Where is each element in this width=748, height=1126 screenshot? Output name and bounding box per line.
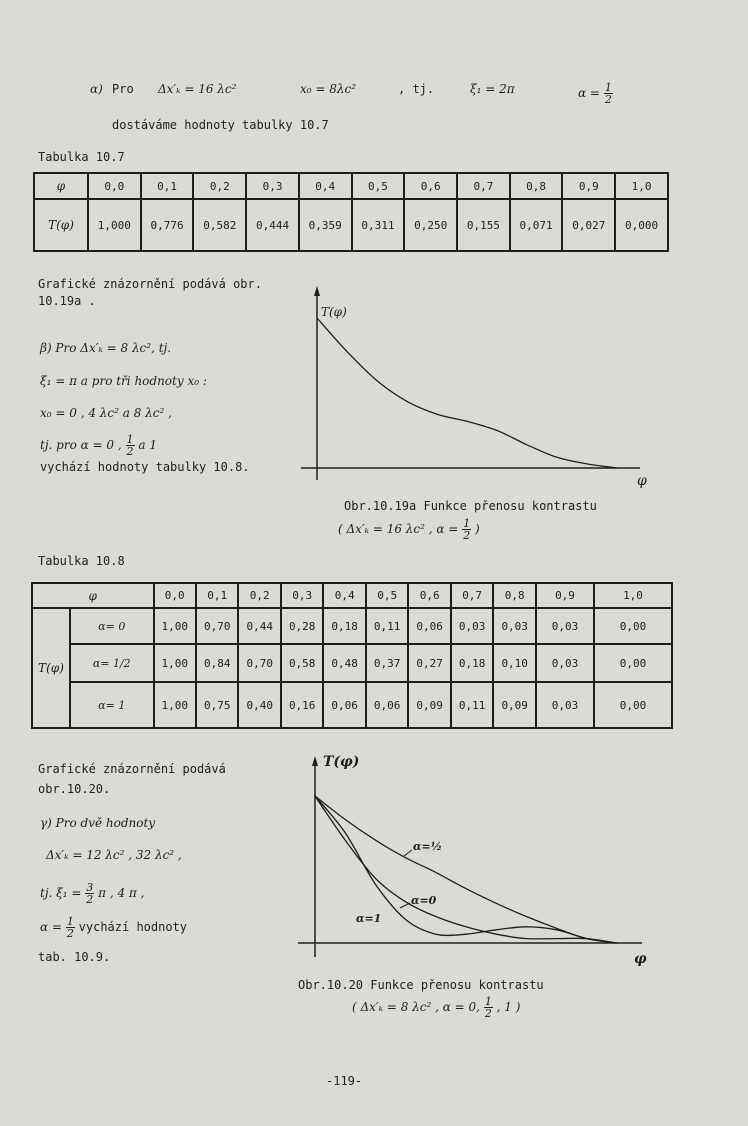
gamma-alpha-expr xyxy=(40,916,187,939)
table2-phi-cell: 0,7 xyxy=(451,583,493,608)
beta-eq: β) Pro Δx′ₖ = 8 λc², tj. xyxy=(40,341,172,355)
table1-phi-cell: 0,1 xyxy=(141,173,194,199)
gamma-eq: γ) Pro dvě hodnoty xyxy=(40,816,156,830)
alpha-pro: Pro xyxy=(112,82,134,96)
table2-cell: 0,28 xyxy=(281,608,323,644)
fig2-caption2b: , 1 ) xyxy=(496,1000,521,1014)
table2-cell: 0,27 xyxy=(408,644,450,682)
fig2-caption2a: ( Δx′ₖ = 8 λc² , α = 0, xyxy=(352,1000,480,1014)
table2-phi-cell: 0,1 xyxy=(196,583,238,608)
table2-cell: 0,03 xyxy=(536,608,594,644)
table1-T-cell: 1,000 xyxy=(88,199,141,251)
table2-cell: 0,18 xyxy=(451,644,493,682)
table1-phi-cell: 1,0 xyxy=(615,173,668,199)
table1-T-cell: 0,311 xyxy=(352,199,405,251)
fig2-y-label: T(φ) xyxy=(323,754,360,770)
gamma-xi-expr xyxy=(40,882,144,905)
table2-cell: 0,11 xyxy=(366,608,408,644)
fig1-frac-num: 1 xyxy=(463,517,471,530)
gamma-line1: Grafické znázornění podává xyxy=(38,762,226,776)
gamma-delta-x: Δx′ₖ = 12 λc² , 32 λc² , xyxy=(46,848,182,862)
table2-cell: 0,84 xyxy=(196,644,238,682)
table2-caption: Tabulka 10.8 xyxy=(38,554,125,568)
table2-cell: 0,40 xyxy=(238,682,280,728)
fig2-leader-zero xyxy=(400,903,410,908)
table2-phi-cell: 0,4 xyxy=(323,583,365,608)
table1-phi-header: φ xyxy=(34,173,88,199)
table2-alpha-label: α= 1/2 xyxy=(70,644,154,682)
gamma-line2: obr.10.20. xyxy=(38,782,111,796)
table2-cell: 0,03 xyxy=(451,608,493,644)
table2-cell: 0,16 xyxy=(281,682,323,728)
table2-alpha-label: α= 0 xyxy=(70,608,154,644)
fig1-curve xyxy=(317,318,617,468)
gamma-alpha-num: 1 xyxy=(66,915,74,928)
table1-T-header: T(φ) xyxy=(34,199,88,251)
table2-cell: 0,06 xyxy=(323,682,365,728)
table2-phi-cell: 0,9 xyxy=(536,583,594,608)
alpha-x0: x₀ = 8λc² xyxy=(300,82,357,96)
fig2-caption1: Obr.10.20 Funkce přenosu kontrastu xyxy=(298,978,544,992)
beta-frac-num: 1 xyxy=(126,433,134,446)
table2-cell: 0,11 xyxy=(451,682,493,728)
table2-alpha-label: α= 1 xyxy=(70,682,154,728)
alpha-alpha: α = xyxy=(578,86,600,100)
beta-tjpro-expr xyxy=(40,434,157,457)
fig1-frac-den: 2 xyxy=(463,529,471,542)
beta-a1: a 1 xyxy=(138,438,157,452)
table2-cell: 1,00 xyxy=(154,644,196,682)
table2-cell: 1,00 xyxy=(154,608,196,644)
alpha-frac-num: 1 xyxy=(604,81,612,94)
table1-T-row xyxy=(34,199,668,251)
table2-cell: 0,70 xyxy=(238,644,280,682)
table1-T-cell: 0,582 xyxy=(193,199,246,251)
table2-cell: 0,03 xyxy=(536,644,594,682)
table2-row-alpha0 xyxy=(32,608,672,644)
beta-line-end: vychází hodnoty tabulky 10.8. xyxy=(40,460,250,474)
table2-phi-cell: 1,0 xyxy=(594,583,672,608)
fig2-frac-den: 2 xyxy=(484,1007,492,1020)
table2-phi-cell: 0,3 xyxy=(281,583,323,608)
fig1-x-label: φ xyxy=(637,473,647,489)
alpha-alpha-expr xyxy=(578,82,613,105)
fig2-label-alpha-zero: α=0 xyxy=(411,894,437,907)
gamma-frac-den: 2 xyxy=(86,893,94,906)
gamma-alpha: α = xyxy=(40,920,62,934)
table2-phi-cell: 0,8 xyxy=(493,583,536,608)
gamma-tj-xi: tj. ξ₁ = xyxy=(40,886,82,900)
table1-phi-row xyxy=(34,173,668,199)
figure-10-19a xyxy=(295,280,655,490)
table2-phi-header: φ xyxy=(32,583,154,608)
alpha-label: α) xyxy=(90,82,103,96)
fig2-label-alpha-half: α=½ xyxy=(413,840,443,853)
figure-10-20 xyxy=(290,752,660,968)
alpha-frac-den: 2 xyxy=(604,93,612,106)
table1-phi-cell: 0,5 xyxy=(352,173,405,199)
beta-line2: 10.19a . xyxy=(38,294,96,308)
table2-cell: 0,44 xyxy=(238,608,280,644)
alpha-fraction xyxy=(604,82,613,105)
table2-cell: 0,06 xyxy=(366,682,408,728)
fig2-leader-half xyxy=(404,850,412,856)
table2-cell: 0,58 xyxy=(281,644,323,682)
table-10-8 xyxy=(31,582,673,729)
table2-cell: 0,37 xyxy=(366,644,408,682)
table1-T-cell: 0,250 xyxy=(404,199,457,251)
gamma-alpha-den: 2 xyxy=(66,927,74,940)
table2-cell: 0,03 xyxy=(536,682,594,728)
table2-cell: 0,03 xyxy=(493,608,536,644)
fig1-caption2 xyxy=(338,518,480,541)
table2-cell: 0,75 xyxy=(196,682,238,728)
table1-phi-cell: 0,7 xyxy=(457,173,510,199)
fig2-caption2 xyxy=(352,996,520,1019)
table1-phi-cell: 0,8 xyxy=(510,173,563,199)
table2-cell: 0,06 xyxy=(408,608,450,644)
table2-phi-cell: 0,6 xyxy=(408,583,450,608)
table1-T-cell: 0,000 xyxy=(615,199,668,251)
table2-cell: 0,18 xyxy=(323,608,365,644)
fig1-y-arrow xyxy=(314,286,320,296)
gamma-fraction xyxy=(85,882,94,905)
table2-row-alpha-half xyxy=(32,644,672,682)
fig2-label-alpha-one: α=1 xyxy=(356,912,382,925)
gamma-pi-rest: π , 4 π , xyxy=(98,886,145,900)
table1-phi-cell: 0,4 xyxy=(299,173,352,199)
alpha-xi: ξ₁ = 2π xyxy=(470,82,515,96)
table2-T-header: T(φ) xyxy=(32,608,70,728)
table1-phi-cell: 0,6 xyxy=(404,173,457,199)
table1-T-cell: 0,776 xyxy=(141,199,194,251)
gamma-tab: tab. 10.9. xyxy=(38,950,111,964)
table2-row-alpha1 xyxy=(32,682,672,728)
table1-T-cell: 0,444 xyxy=(246,199,299,251)
fig2-caption-fraction xyxy=(484,996,493,1019)
fig2-frac-num: 1 xyxy=(484,995,492,1008)
table1-caption: Tabulka 10.7 xyxy=(38,150,125,164)
table2-phi-row xyxy=(32,583,672,608)
alpha-tj: , tj. xyxy=(398,82,435,96)
table1-T-cell: 0,359 xyxy=(299,199,352,251)
fig1-caption2a: ( Δx′ₖ = 16 λc² , α = xyxy=(338,522,459,536)
alpha-line2: dostáváme hodnoty tabulky 10.7 xyxy=(112,118,329,132)
fig1-caption1: Obr.10.19a Funkce přenosu kontrastu xyxy=(344,499,597,513)
table-10-7 xyxy=(33,172,669,252)
fig1-caption2b: ) xyxy=(475,522,480,536)
beta-xi: ξ₁ = π a pro tři hodnoty x₀ : xyxy=(40,374,207,388)
table1-T-cell: 0,071 xyxy=(510,199,563,251)
table2-cell: 0,10 xyxy=(493,644,536,682)
table1-phi-cell: 0,3 xyxy=(246,173,299,199)
table2-cell: 0,09 xyxy=(408,682,450,728)
beta-tjpro: tj. pro α = 0 , xyxy=(40,438,122,452)
table2-phi-cell: 0,5 xyxy=(366,583,408,608)
alpha-delta-x: Δx′ₖ = 16 λc² xyxy=(158,82,237,96)
table1-phi-cell: 0,2 xyxy=(193,173,246,199)
table1-T-cell: 0,155 xyxy=(457,199,510,251)
table2-cell: 0,70 xyxy=(196,608,238,644)
beta-x0vals: x₀ = 0 , 4 λc² a 8 λc² , xyxy=(40,406,172,420)
table2-cell: 0,09 xyxy=(493,682,536,728)
table2-phi-cell: 0,0 xyxy=(154,583,196,608)
table2-cell: 0,00 xyxy=(594,644,672,682)
gamma-frac-num: 3 xyxy=(86,881,94,894)
table2-cell: 1,00 xyxy=(154,682,196,728)
beta-fraction xyxy=(126,434,135,457)
beta-frac-den: 2 xyxy=(126,445,134,458)
fig1-y-label: T(φ) xyxy=(321,305,347,319)
beta-line1: Grafické znázornění podává obr. xyxy=(38,277,262,291)
page-number: -119- xyxy=(326,1074,363,1088)
table2-cell: 0,00 xyxy=(594,608,672,644)
fig1-caption-fraction xyxy=(462,518,471,541)
gamma-alpha-fraction xyxy=(66,916,75,939)
table1-T-cell: 0,027 xyxy=(562,199,615,251)
table1-phi-cell: 0,9 xyxy=(562,173,615,199)
fig2-x-label: φ xyxy=(634,951,647,967)
table2-phi-cell: 0,2 xyxy=(238,583,280,608)
table2-cell: 0,48 xyxy=(323,644,365,682)
fig2-y-arrow xyxy=(312,756,318,766)
table2-cell: 0,00 xyxy=(594,682,672,728)
table1-phi-cell: 0,0 xyxy=(88,173,141,199)
gamma-vychazi: vychází hodnoty xyxy=(78,920,188,934)
